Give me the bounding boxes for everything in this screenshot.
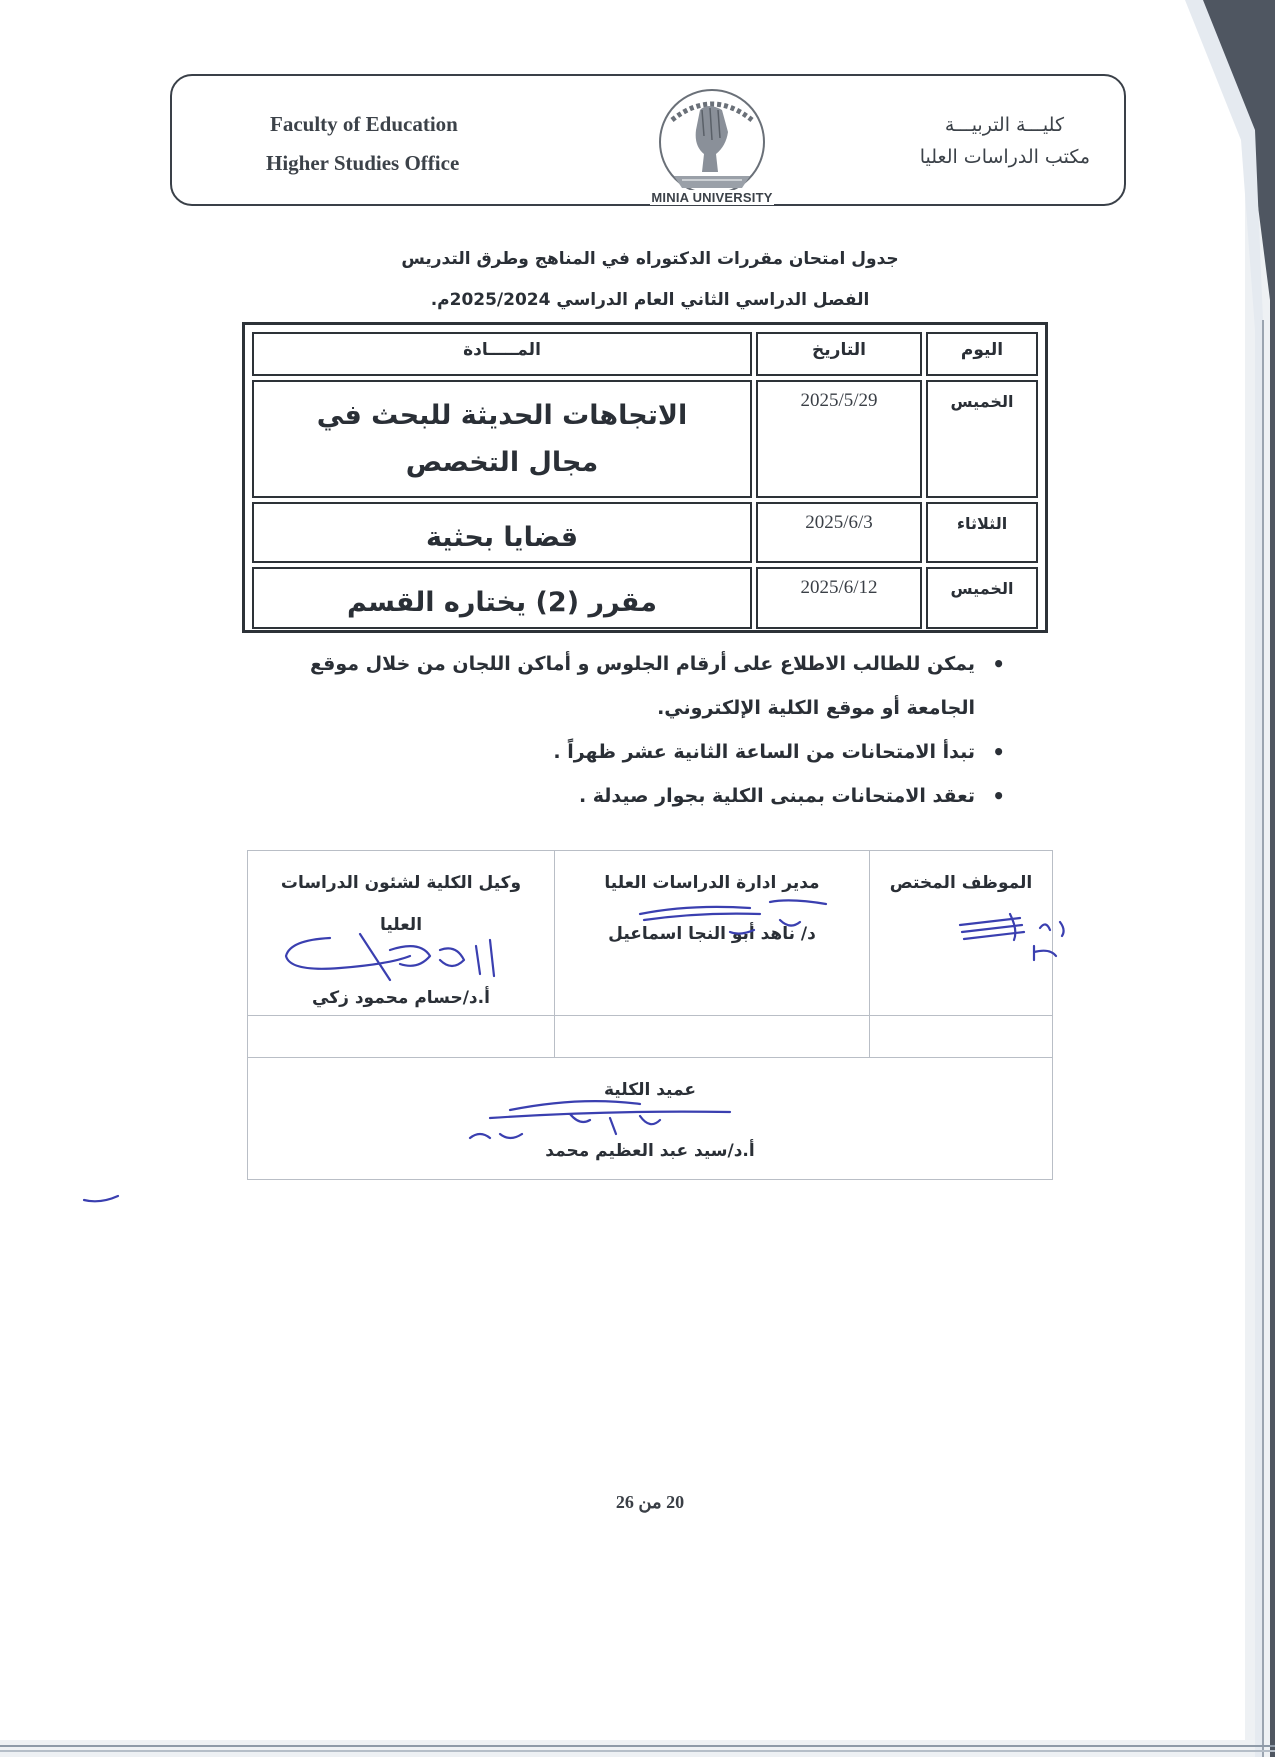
row-subject: الاتجاهات الحديثة للبحث في مجال التخصص bbox=[252, 380, 752, 498]
empty-cell bbox=[555, 1016, 870, 1058]
office-name-en: Higher Studies Office bbox=[266, 151, 460, 175]
employee-signature bbox=[950, 900, 1130, 970]
row-day: الخميس bbox=[926, 380, 1038, 498]
document-title: جدول امتحان مقررات الدكتوراه في المناهج وطرق التدريس bbox=[401, 249, 899, 269]
row-day: الثلاثاء bbox=[926, 502, 1038, 563]
row-subject: مقرر (2) يختاره القسم bbox=[252, 567, 752, 628]
table-row bbox=[252, 380, 1038, 498]
exam-schedule-table bbox=[242, 322, 1048, 633]
header-day: اليوم bbox=[926, 332, 1038, 376]
stack-edge bbox=[0, 1745, 1275, 1747]
table-header-row bbox=[252, 332, 1038, 376]
document-subtitle: الفصل الدراسي الثاني العام الدراسي 2025/2024م. bbox=[430, 290, 870, 310]
page-number: 20 من 26 bbox=[615, 1492, 685, 1512]
vice-dean-signature bbox=[280, 920, 540, 990]
faculty-name-en: Faculty of Education bbox=[270, 112, 458, 136]
row-date: 2025/6/3 bbox=[756, 502, 922, 563]
dean-role: عميد الكلية bbox=[604, 1080, 696, 1100]
empty-cell bbox=[870, 1016, 1053, 1058]
logo-caption: MINIA UNIVERSITY bbox=[651, 190, 773, 205]
table-row bbox=[252, 502, 1038, 563]
row-day: الخميس bbox=[926, 567, 1038, 628]
faculty-name-ar: كليـــة التربيـــة bbox=[944, 114, 1064, 136]
manager-signature bbox=[630, 890, 840, 950]
empty-cell bbox=[248, 1016, 555, 1058]
dean-name: أ.د/سيد عبد العظيم محمد bbox=[545, 1141, 755, 1161]
vice-dean-name: أ.د/حسام محمود زكي bbox=[312, 988, 490, 1008]
manager-name: د/ ناهد أبو النجا اسماعيل bbox=[608, 924, 816, 944]
vice-dean-role: وكيل الكلية لشئون الدراسات العليا bbox=[280, 873, 522, 935]
stack-edge bbox=[0, 1750, 1275, 1752]
letterhead bbox=[170, 74, 1126, 206]
signatures-empty-row bbox=[248, 1016, 1053, 1058]
note-item: • يمكن للطالب الاطلاع على أرقام الجلوس و أماكن اللجان من خلال موقع الجامعة أو موقع الكلية الإلكتروني. bbox=[290, 642, 1005, 730]
row-subject: قضايا بحثية bbox=[252, 502, 752, 563]
row-date: 2025/6/12 bbox=[756, 567, 922, 628]
notes-list bbox=[290, 642, 1005, 818]
pen-mark bbox=[80, 1190, 130, 1210]
row-date: 2025/5/29 bbox=[756, 380, 922, 498]
header-subject: المـــــادة bbox=[252, 332, 752, 376]
manager-role: مدير ادارة الدراسات العليا bbox=[604, 873, 820, 893]
note-item: • تبدأ الامتحانات من الساعة الثانية عشر ظهراً . bbox=[290, 730, 1005, 774]
employee-role: الموظف المختص bbox=[889, 873, 1033, 893]
office-name-ar: مكتب الدراسات العليا bbox=[919, 146, 1090, 168]
dean-signature bbox=[450, 1090, 750, 1160]
note-item: • تعقد الامتحانات بمبنى الكلية بجوار صيدلة . bbox=[290, 774, 1005, 818]
header-date: التاريخ bbox=[756, 332, 922, 376]
table-row bbox=[252, 567, 1038, 628]
